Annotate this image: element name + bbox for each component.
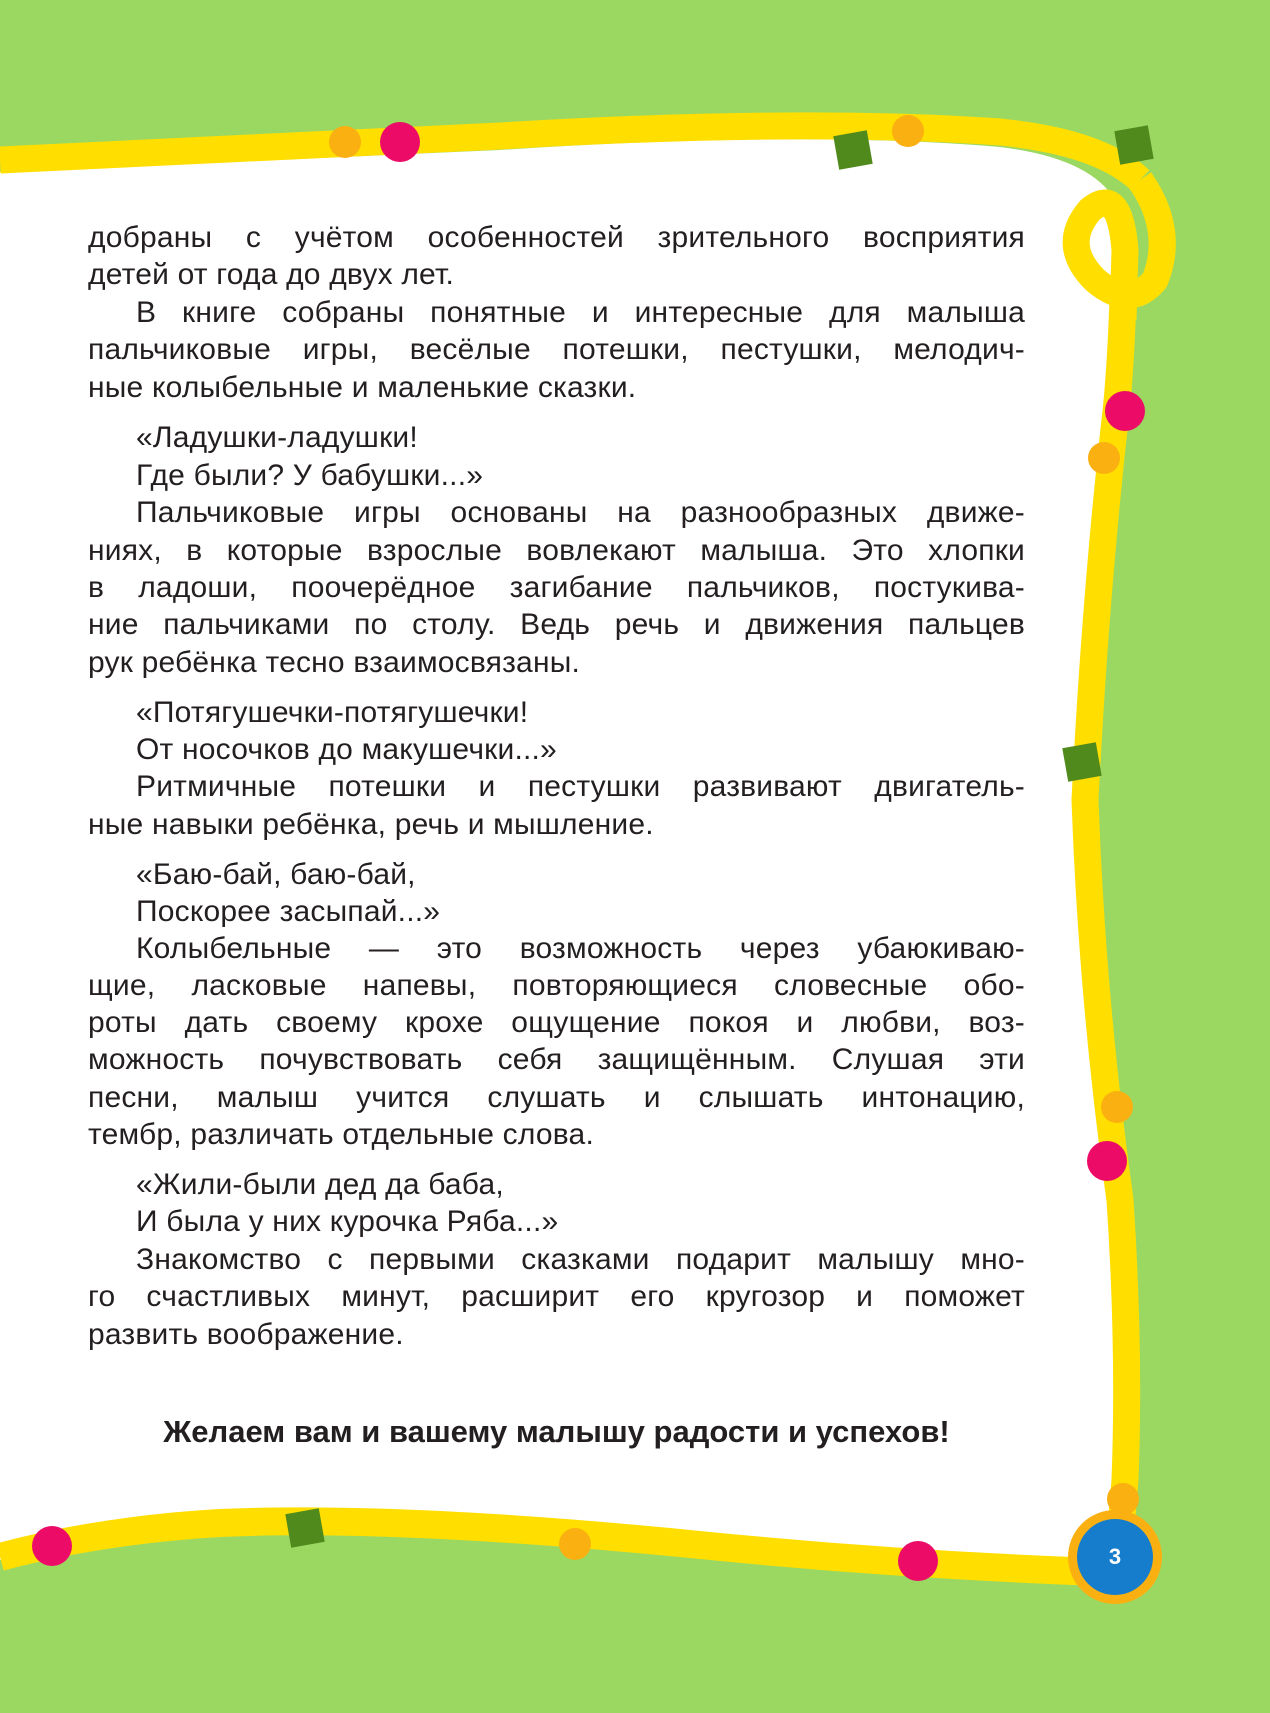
text-line: рук ребёнка тесно взаимосвязаны. <box>88 646 581 679</box>
rhyme-line: «Жили-были дед да баба, <box>136 1168 504 1201</box>
text-line: детей от года до двух лет. <box>88 258 455 291</box>
rhyme-line: Поскорее засыпай...» <box>136 895 441 928</box>
pink-dot-decoration <box>380 122 420 162</box>
pink-dot-decoration <box>898 1541 938 1581</box>
text-line: песни, малыш учится слушать и слышать интонацию, <box>88 1081 1025 1114</box>
text-line: ниях, в которые взрослые вовлекают малыша. Это хлопки <box>88 534 1025 567</box>
text-line: ние пальчиками по столу. Ведь речь и движения пальцев <box>88 608 1025 641</box>
page-number: 3 <box>1077 1519 1153 1595</box>
text-line: го счастливых минут, расширит его кругозор и поможет <box>88 1280 1025 1313</box>
text-line: ные колыбельные и маленькие сказки. <box>88 371 637 404</box>
orange-dot-decoration <box>892 115 924 147</box>
green-square-decoration <box>1114 125 1153 164</box>
text-line: в ладоши, поочерёдное загибание пальчиков, постукива- <box>88 571 1025 604</box>
text-line: добраны с учётом особенностей зрительного восприятия <box>88 221 1025 254</box>
text-line: щие, ласковые напевы, повторяющиеся словесные обо- <box>88 969 1025 1002</box>
text-line: можность почувствовать себя защищённым. Слушая эти <box>88 1043 1025 1076</box>
rhyme-line: От носочков до макушечки...» <box>136 733 557 766</box>
orange-dot-decoration <box>329 126 361 158</box>
text-line: Ритмичные потешки и пестушки развивают двигатель- <box>136 770 1025 803</box>
orange-dot-decoration <box>1101 1091 1133 1123</box>
text-line: Колыбельные — это возможность через убаюкиваю- <box>136 932 1025 965</box>
text-line: роты дать своему крохе ощущение покоя и любви, воз- <box>88 1006 1025 1039</box>
rhyme-line: «Потягушечки-потягушечки! <box>136 696 529 729</box>
text-line: Знакомство с первыми сказками подарит малышу мно- <box>136 1243 1025 1276</box>
rhyme-line: «Ладушки-ладушки! <box>136 421 418 454</box>
pink-dot-decoration <box>32 1526 72 1566</box>
text-line: пальчиковые игры, весёлые потешки, пестушки, мелодич- <box>88 333 1025 366</box>
pink-dot-decoration <box>1105 391 1145 431</box>
pink-dot-decoration <box>1087 1141 1127 1181</box>
orange-dot-decoration <box>1088 442 1120 474</box>
green-square-decoration <box>285 1508 324 1547</box>
text-line: В книге собраны понятные и интересные для малыша <box>136 296 1025 329</box>
green-square-decoration <box>833 130 872 169</box>
rhyme-line: И была у них курочка Ряба...» <box>136 1205 559 1238</box>
page-number-badge <box>1068 1510 1162 1604</box>
orange-dot-decoration <box>559 1528 591 1560</box>
text-line: Пальчиковые игры основаны на разнообразных движе- <box>136 496 1025 529</box>
rhyme-line: «Баю-бай, баю-бай, <box>136 858 416 891</box>
rhyme-line: Где были? У бабушки...» <box>136 459 484 492</box>
text-line: развить воображение. <box>88 1318 404 1351</box>
text-line: тембр, различать отдельные слова. <box>88 1118 594 1151</box>
text-line: ные навыки ребёнка, речь и мышление. <box>88 808 654 841</box>
closing-wish: Желаем вам и вашему малышу радости и успехов! <box>163 1414 950 1449</box>
green-square-decoration <box>1062 742 1101 781</box>
